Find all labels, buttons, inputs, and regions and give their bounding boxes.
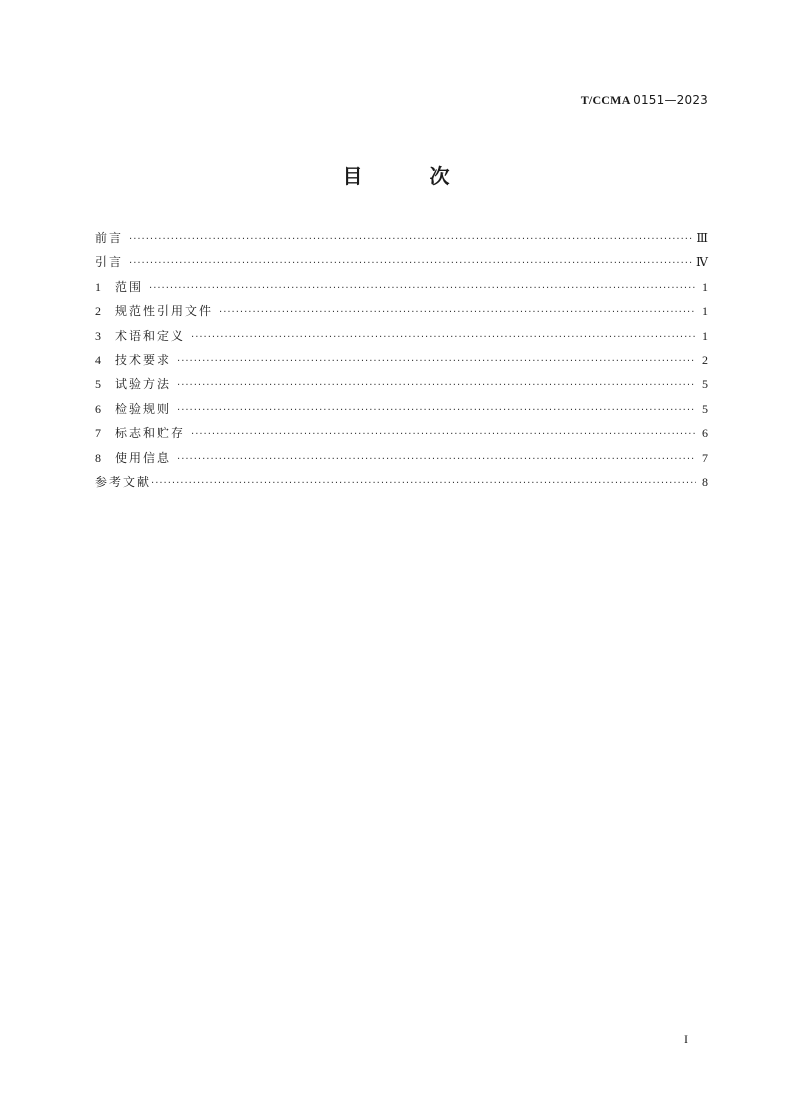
toc-entry-scope[interactable] (95, 275, 708, 299)
toc-entry-label: 范围 (115, 279, 144, 294)
toc-entry-inspection-rules[interactable] (95, 397, 708, 421)
toc-entry-label: 技术要求 (115, 352, 172, 367)
toc-entry-number: 4 (95, 352, 101, 367)
toc-page-number: 5 (702, 401, 708, 416)
toc-entry-normative-references[interactable] (95, 299, 708, 323)
toc-page-number: 1 (702, 328, 708, 343)
standard-code-prefix: T/CCMA (580, 93, 630, 107)
table-of-contents (95, 226, 708, 494)
toc-entry-number: 6 (95, 401, 101, 416)
toc-page-number: 8 (702, 474, 708, 489)
toc-entry-label: 前言 (95, 231, 124, 245)
toc-entry-label: 使用信息 (115, 450, 172, 465)
toc-entry-label: 标志和贮存 (115, 426, 186, 441)
toc-page-number: 5 (702, 377, 708, 392)
toc-entry-foreword[interactable] (95, 226, 708, 250)
toc-entry-label: 引言 (95, 255, 124, 270)
toc-dot-leader (129, 228, 692, 252)
toc-dot-leader (177, 374, 696, 398)
toc-entry-label: 试验方法 (115, 377, 172, 392)
toc-page-number: 2 (702, 352, 708, 367)
toc-page-number: 1 (702, 304, 708, 319)
toc-page-number: Ⅲ (696, 231, 708, 245)
toc-entry-introduction[interactable] (95, 250, 708, 274)
toc-entry-bibliography[interactable] (95, 470, 708, 494)
toc-page-number: Ⅳ (696, 255, 708, 270)
toc-entry-number: 8 (95, 450, 101, 465)
toc-page-number: 6 (702, 426, 708, 441)
toc-entry-terms-definitions[interactable] (95, 324, 708, 348)
toc-dot-leader (177, 399, 696, 423)
toc-entry-usage-information[interactable] (95, 446, 708, 470)
page-number: I (684, 1032, 688, 1046)
toc-entry-label: 检验规则 (115, 401, 172, 416)
toc-entry-number: 2 (95, 304, 101, 319)
standard-code (581, 93, 708, 108)
toc-page-number: 1 (702, 279, 708, 294)
toc-entry-test-methods[interactable] (95, 372, 708, 396)
toc-entry-label: 参考文献 (95, 474, 152, 489)
toc-dot-leader (219, 301, 696, 325)
toc-dot-leader (191, 326, 696, 350)
standard-code-number: 0151—2023 (633, 93, 708, 107)
toc-entry-technical-requirements[interactable] (95, 348, 708, 372)
toc-dot-leader (191, 423, 696, 447)
toc-entry-number: 5 (95, 377, 101, 392)
toc-dot-leader (129, 252, 692, 276)
toc-page-number: 7 (702, 450, 708, 465)
toc-dot-leader (151, 472, 696, 496)
page-title: 目 次 (342, 164, 480, 188)
toc-entry-marking-storage[interactable] (95, 421, 708, 445)
toc-entry-label: 规范性引用文件 (115, 304, 214, 319)
toc-dot-leader (149, 277, 696, 301)
toc-entry-number: 7 (95, 426, 101, 441)
toc-entry-number: 1 (95, 279, 101, 294)
toc-dot-leader (177, 350, 696, 374)
toc-entry-label: 术语和定义 (115, 328, 186, 343)
toc-dot-leader (177, 448, 696, 472)
toc-entry-number: 3 (95, 328, 101, 343)
